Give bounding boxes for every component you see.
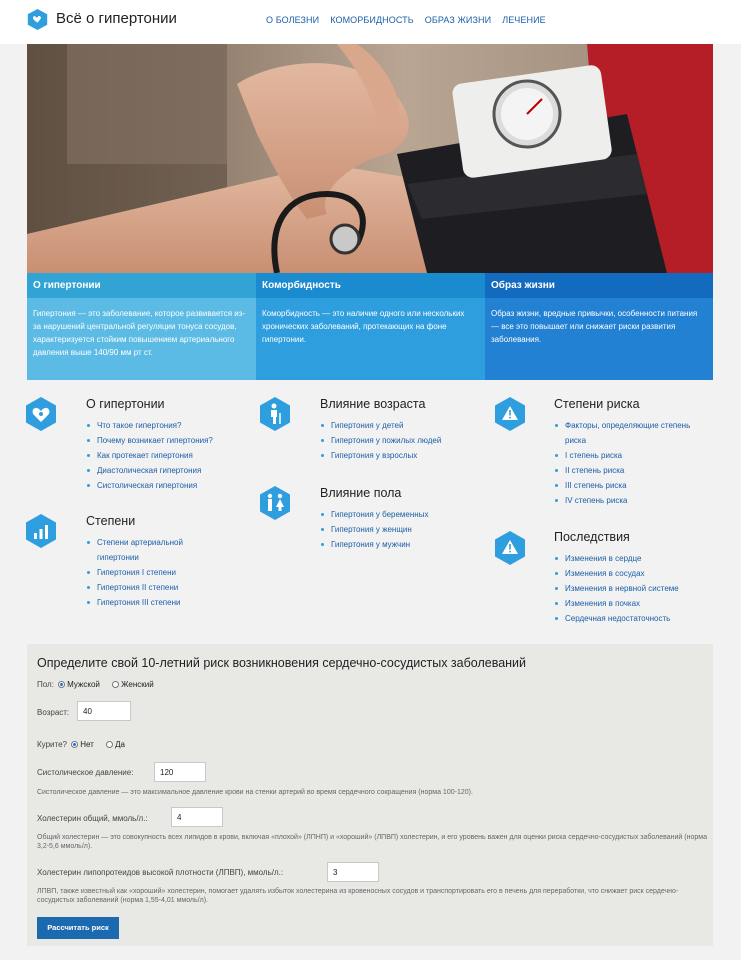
topic-link[interactable]: Гипертония у беременных [321, 507, 491, 522]
topic-link[interactable]: Изменения в сердце [555, 551, 715, 566]
systolic-label: Систолическое давление: [37, 768, 134, 777]
site-header [0, 0, 741, 44]
topic-link[interactable]: Сердечная недостаточность [555, 611, 715, 626]
hero-image [27, 44, 713, 273]
calculator-title: Определите свой 10-летний риск возникновения сердечно-сосудистых заболеваний [37, 656, 527, 670]
topic-link[interactable]: Факторы, определяющие степень риска [555, 418, 695, 448]
topic-link[interactable]: Гипертония I степени [87, 565, 227, 580]
smoker-yes-label[interactable]: Да [115, 740, 125, 749]
nav-about[interactable]: О БОЛЕЗНИ [266, 15, 320, 25]
panel-lifestyle[interactable] [485, 273, 713, 380]
warning-icon [495, 397, 525, 431]
cholesterol-label: Холестерин общий, ммоль/л.: [37, 814, 148, 823]
panel-title: Коморбидность [256, 273, 485, 298]
topic-link[interactable]: Гипертония у детей [321, 418, 491, 433]
main-nav [266, 15, 546, 25]
cholesterol-note: Общий холестерин — это совокупность всех липидов в крови, включая «плохой» (ЛПНП) и «хороший» (ЛПВП) холестерин, и его уровень важен для оценки риска сердечно-сосудистых заболеваний (норма 3,2-5,6 ммоль/л). [37, 834, 707, 850]
topic-title: Степени [86, 514, 136, 528]
nav-treatment[interactable]: ЛЕЧЕНИЕ [502, 15, 546, 25]
topic-link[interactable]: Диастолическая гипертония [87, 463, 247, 478]
site-brand[interactable]: Всё о гипертонии [56, 10, 177, 27]
cholesterol-input[interactable]: 4 [171, 807, 223, 827]
topic-link[interactable]: II степень риска [555, 463, 695, 478]
elderly-person-icon [260, 397, 290, 431]
systolic-input[interactable]: 120 [154, 762, 206, 782]
logo-icon[interactable] [27, 9, 48, 30]
sex-male-radio[interactable] [58, 681, 65, 688]
topic-link[interactable]: I степень риска [555, 448, 695, 463]
topic-link[interactable]: Систолическая гипертония [87, 478, 247, 493]
smoker-row [37, 740, 133, 749]
topic-links [321, 418, 491, 463]
risk-calculator [27, 644, 713, 946]
sex-female-label[interactable]: Женский [121, 680, 154, 689]
topic-link[interactable]: Почему возникает гипертония? [87, 433, 247, 448]
topic-link[interactable]: Изменения в нервной системе [555, 581, 715, 596]
smoker-label: Курите? [37, 740, 67, 749]
panel-title: Образ жизни [485, 273, 713, 298]
topic-link[interactable]: IV степень риска [555, 493, 695, 508]
panel-text: Коморбидность — это наличие одного или нескольких хронических заболеваний, протекающих на фоне гипертонии. [262, 309, 465, 344]
systolic-note: Систолическое давление — это максимальное давление крови на стенки артерий во время сердечного сокращения (норма 100-120). [37, 789, 473, 796]
panel-title: О гипертонии [27, 273, 256, 298]
topic-link[interactable]: Степени артериальной гипертонии [87, 535, 227, 565]
topic-title: Влияние возраста [320, 397, 426, 411]
age-input[interactable]: 40 [77, 701, 131, 721]
sex-row [37, 680, 162, 689]
topic-title: О гипертонии [86, 397, 165, 411]
topic-links [555, 418, 695, 508]
sex-label: Пол: [37, 680, 54, 689]
topic-link[interactable]: III степень риска [555, 478, 695, 493]
panel-text: Образ жизни, вредные привычки, особенности питания — все это повышает или снижает риски развития заболевания. [491, 309, 698, 344]
sex-female-radio[interactable] [112, 681, 119, 688]
age-label: Возраст: [37, 708, 70, 717]
hdl-input[interactable]: 3 [327, 862, 379, 882]
heart-icon [26, 397, 56, 431]
topic-link[interactable]: Гипертония у пожилых людей [321, 433, 491, 448]
panel-about[interactable] [27, 273, 256, 380]
panel-comorbidity[interactable] [256, 273, 485, 380]
topic-links [321, 507, 491, 552]
smoker-yes-radio[interactable] [106, 741, 113, 748]
topic-title: Последствия [554, 530, 630, 544]
topic-link[interactable]: Гипертония II степени [87, 580, 227, 595]
calculate-risk-button[interactable]: Рассчитать риск [37, 917, 119, 939]
blood-pressure-photo [27, 44, 713, 273]
hdl-label: Холестерин липопротеидов высокой плотности (ЛПВП), ммоль/л.: [37, 868, 284, 877]
feature-panels [27, 273, 713, 380]
man-woman-icon [260, 486, 290, 520]
bar-chart-icon [26, 514, 56, 548]
smoker-no-label[interactable]: Нет [80, 740, 94, 749]
nav-comorbidity[interactable]: КОМОРБИДНОСТЬ [330, 15, 414, 25]
topic-link[interactable]: Гипертония III степени [87, 595, 227, 610]
topic-links [555, 551, 715, 626]
smoker-no-radio[interactable] [71, 741, 78, 748]
topic-links [87, 535, 227, 610]
topic-link[interactable]: Изменения в почках [555, 596, 715, 611]
hdl-note: ЛПВП, также известный как «хороший» холестерин, помогает удалять избыток холестерина из кровеносных сосудов и транспортировать его в печень для переработки, что снижает риск сердечно-сосудистых заболеваний (норма 1,55-4,01 ммоль/л). [37, 888, 679, 904]
nav-lifestyle[interactable]: ОБРАЗ ЖИЗНИ [424, 15, 492, 25]
sex-male-label[interactable]: Мужской [67, 680, 100, 689]
topic-link[interactable]: Гипертония у взрослых [321, 448, 491, 463]
panel-text: Гипертония — это заболевание, которое развивается из-за нарушений центральной регуляции тонуса сосудов, характеризуется стойким повышением артериального давления выше 140/90 мм рт ст. [33, 309, 246, 357]
topic-links [87, 418, 247, 493]
topic-link[interactable]: Гипертония у мужчин [321, 537, 491, 552]
topic-link[interactable]: Гипертония у женщин [321, 522, 491, 537]
topic-link[interactable]: Что такое гипертония? [87, 418, 247, 433]
topic-link[interactable]: Как протекает гипертония [87, 448, 247, 463]
topic-link[interactable]: Изменения в сосудах [555, 566, 715, 581]
warning-icon [495, 531, 525, 565]
topic-title: Влияние пола [320, 486, 402, 500]
topic-title: Степени риска [554, 397, 640, 411]
